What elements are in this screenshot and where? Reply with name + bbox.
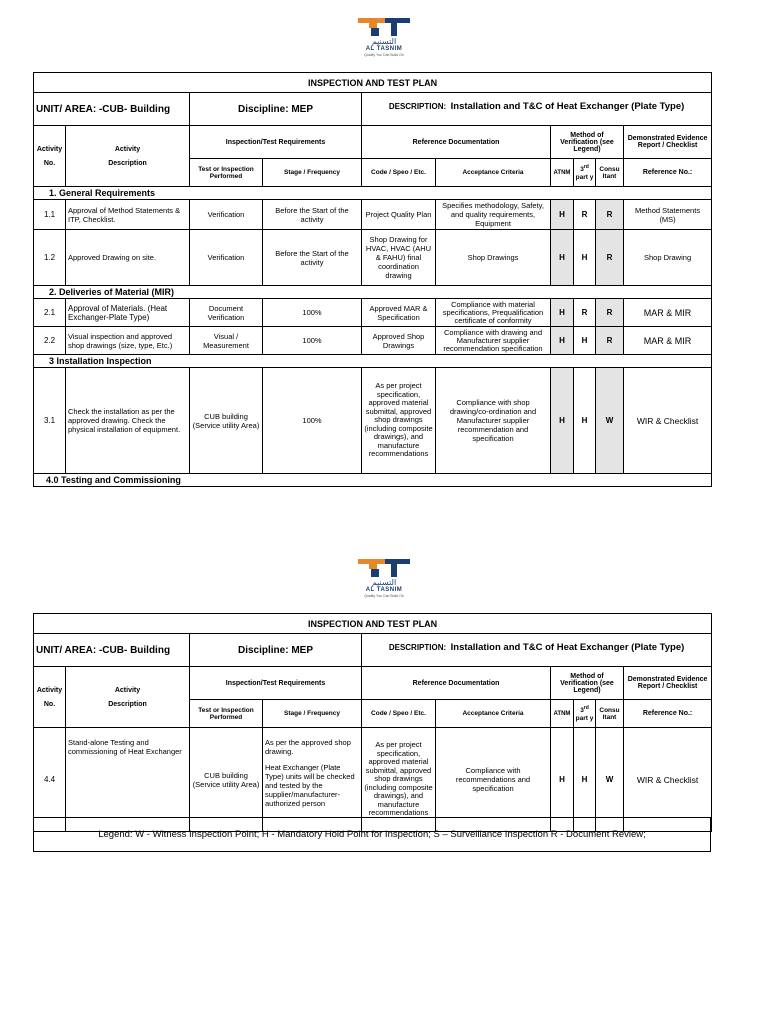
header-activity-no (34, 126, 66, 187)
row-atnm: H (551, 327, 574, 355)
header-third-party-num: 3 (580, 707, 584, 715)
header-test-performed: Test or Inspection Performed (190, 700, 263, 728)
row-code: Project Quality Plan (362, 200, 436, 230)
logo-english-text: AL TASNIM (365, 587, 403, 593)
row-description: Visual inspection and approved shop drawings (size, type, Etc.) (66, 327, 190, 355)
header-reference-documentation: Reference Documentation (362, 126, 551, 159)
row-atnm: H (551, 368, 574, 474)
row-reference: MAR & MIR (624, 299, 712, 327)
logo-english-text: AL TASNIM (365, 46, 403, 52)
header-evidence: Demonstrated Evidence Report / Checklist (624, 126, 712, 159)
row-third-party: H (574, 368, 596, 474)
row-test: Verification (190, 230, 263, 286)
row-consultant: R (596, 230, 624, 286)
row-reference: Method Statements (MS) (624, 200, 712, 230)
legend-text: Legend: W - Witness Inspection Point; H - Mandatory Hold Point for Inspection; S – Surveillance Inspection R - Document Review; (98, 829, 646, 840)
row-consultant: W (596, 728, 624, 832)
description-cell (362, 634, 712, 667)
row-code: Approved MAR & Specification (362, 299, 436, 327)
row-description: Approved Drawing on site. (66, 230, 190, 286)
row-description: Check the installation as per the approved drawing. Check the physical installation of equipment. (66, 368, 190, 474)
header-method-verification: Method of Verification (see Legend) (551, 126, 624, 159)
logo-mark-icon (355, 557, 413, 579)
row-stage: 100% (263, 299, 362, 327)
header-third-party-text: part y (575, 715, 594, 723)
header-activity-desc-line1: Activity (114, 145, 141, 153)
logo-mark-icon (355, 16, 413, 38)
row-consultant: R (596, 200, 624, 230)
header-activity-no-line2: No. (43, 159, 56, 167)
logo-tagline: Quality You Can Build On (364, 53, 404, 57)
header-activity-no (34, 667, 66, 728)
header-consultant: Consu ltant (596, 159, 624, 187)
row-stage-line1: As per the approved shop drawing. (265, 738, 351, 756)
row-no: 2.2 (34, 327, 66, 355)
table-row (34, 368, 712, 474)
row-stage: Before the Start of the activity (263, 200, 362, 230)
company-logo (352, 16, 416, 66)
header-activity-desc (66, 667, 190, 728)
header-code: Code / Speo / Etc. (362, 159, 436, 187)
row-no: 1.2 (34, 230, 66, 286)
header-evidence: Demonstrated Evidence Report / Checklist (624, 667, 712, 700)
row-no: 2.1 (34, 299, 66, 327)
section-general-requirements: 1. General Requirements (34, 187, 712, 200)
plan-title: INSPECTION AND TEST PLAN (34, 73, 712, 93)
header-activity-no-line1: Activity (36, 686, 63, 694)
description-value: Installation and T&C of Heat Exchanger (Plate Type) (450, 642, 685, 653)
row-test: Verification (190, 200, 263, 230)
table-row (34, 230, 712, 286)
row-stage: 100% (263, 368, 362, 474)
header-activity-desc-line2: Description (108, 159, 147, 167)
row-criteria: Compliance with material specifications, Prequalification certificate of conformity (436, 299, 551, 327)
header-third-party (574, 159, 596, 187)
row-reference: WIR & Checklist (624, 368, 712, 474)
row-criteria: Compliance with recommendations and specification (436, 728, 551, 832)
row-stage: 100% (263, 327, 362, 355)
row-third-party: H (574, 728, 596, 832)
header-acceptance: Acceptance Criteria (436, 700, 551, 728)
row-atnm: H (551, 299, 574, 327)
table-row (34, 327, 712, 355)
header-method-verification: Method of Verification (see Legend) (551, 667, 624, 700)
header-reference-no: Reference No.: (624, 159, 712, 187)
header-atnm: ATNM (551, 700, 574, 728)
row-third-party: H (574, 230, 596, 286)
row-no: 1.1 (34, 200, 66, 230)
row-criteria: Compliance with shop drawing/co-ordination and Manufacturer supplier recommendation and specification (436, 368, 551, 474)
header-third-party-sup: rd (583, 163, 589, 170)
header-activity-desc-line1: Activity (114, 686, 141, 694)
discipline: Discipline: MEP (190, 634, 362, 667)
row-reference: WIR & Checklist (624, 728, 712, 832)
row-test: Visual / Measurement (190, 327, 263, 355)
row-criteria: Compliance with drawing and Manufacturer supplier recommendation specification (436, 327, 551, 355)
row-consultant: R (596, 299, 624, 327)
header-third-party-num: 3 (580, 166, 584, 174)
header-atnm: ATNM (551, 159, 574, 187)
row-reference: MAR & MIR (624, 327, 712, 355)
row-no: 4.4 (34, 728, 66, 832)
row-stage: Before the Start of the activity (263, 230, 362, 286)
itp-table-page-1 (33, 72, 712, 487)
company-logo (352, 557, 416, 607)
row-criteria: Shop Drawings (436, 230, 551, 286)
row-criteria: Specifies methodology, Safety, and quality requirements, Equipment (436, 200, 551, 230)
header-activity-desc (66, 126, 190, 187)
table-row (34, 728, 712, 832)
header-stage: Stage / Frequency (263, 159, 362, 187)
row-code: As per project specification, approved material submittal, approved shop drawings (including composite drawings), and manufacture recommendations (362, 368, 436, 474)
table-row (34, 200, 712, 230)
section-deliveries-material: 2. Deliveries of Material (MIR) (34, 286, 712, 299)
section-testing-commissioning: 4.0 Testing and Commissioning (34, 474, 712, 487)
description-value: Installation and T&C of Heat Exchanger (Plate Type) (450, 101, 685, 112)
header-code: Code / Speo / Etc. (362, 700, 436, 728)
header-third-party-sup: rd (583, 704, 589, 711)
row-code: Approved Shop Drawings (362, 327, 436, 355)
description-cell (362, 93, 712, 126)
logo-arabic-text: التسنيم (371, 37, 397, 46)
header-third-party-text: part y (575, 174, 594, 182)
row-test: CUB building (Service utility Area) (190, 728, 263, 832)
plan-title: INSPECTION AND TEST PLAN (34, 614, 712, 634)
table-row (34, 299, 712, 327)
discipline: Discipline: MEP (190, 93, 362, 126)
row-stage (263, 728, 362, 832)
row-description: Approval of Method Statements & ITP, Checklist. (66, 200, 190, 230)
header-inspection-requirements: Inspection/Test Requirements (190, 126, 362, 159)
row-code: As per project specification, approved material submittal, approved shop drawings (including composite drawings), and manufacture recommendations (362, 728, 436, 832)
row-atnm: H (551, 200, 574, 230)
header-inspection-requirements: Inspection/Test Requirements (190, 667, 362, 700)
header-reference-no: Reference No.: (624, 700, 712, 728)
unit-area: UNIT/ AREA: -CUB- Building (34, 93, 190, 126)
row-atnm: H (551, 230, 574, 286)
header-reference-documentation: Reference Documentation (362, 667, 551, 700)
row-third-party: R (574, 299, 596, 327)
itp-table-page-2 (33, 613, 712, 832)
unit-area: UNIT/ AREA: -CUB- Building (34, 634, 190, 667)
row-atnm: H (551, 728, 574, 832)
row-third-party: R (574, 200, 596, 230)
header-stage: Stage / Frequency (263, 700, 362, 728)
header-third-party (574, 700, 596, 728)
section-installation-inspection: 3 Installation Inspection (34, 355, 712, 368)
row-consultant: W (596, 368, 624, 474)
header-activity-no-line1: Activity (36, 145, 63, 153)
description-label: DESCRIPTION: (388, 102, 447, 111)
row-description: Stand-alone Testing and commissioning of Heat Exchanger (66, 728, 190, 832)
row-consultant: R (596, 327, 624, 355)
logo-tagline: Quality You Can Build On (364, 594, 404, 598)
row-description: Approval of Materials. (Heat Exchanger-Plate Type) (66, 299, 190, 327)
header-acceptance: Acceptance Criteria (436, 159, 551, 187)
header-test-performed: Test or Inspection Performed (190, 159, 263, 187)
row-test: Document Verification (190, 299, 263, 327)
row-third-party: H (574, 327, 596, 355)
row-reference: Shop Drawing (624, 230, 712, 286)
row-stage-line2: Heat Exchanger (Plate Type) units will be checked and tested by the supplier/manufacturer-authorized person (265, 763, 355, 808)
row-code: Shop Drawing for HVAC, HVAC (AHU & FAHU) final coordination drawing (362, 230, 436, 286)
legend-box (33, 817, 711, 852)
description-label: DESCRIPTION: (388, 643, 447, 652)
header-consultant: Consu ltant (596, 700, 624, 728)
row-test: CUB building (Service utility Area) (190, 368, 263, 474)
row-no: 3.1 (34, 368, 66, 474)
header-activity-desc-line2: Description (108, 700, 147, 708)
header-activity-no-line2: No. (43, 700, 56, 708)
logo-arabic-text: التسنيم (371, 578, 397, 587)
